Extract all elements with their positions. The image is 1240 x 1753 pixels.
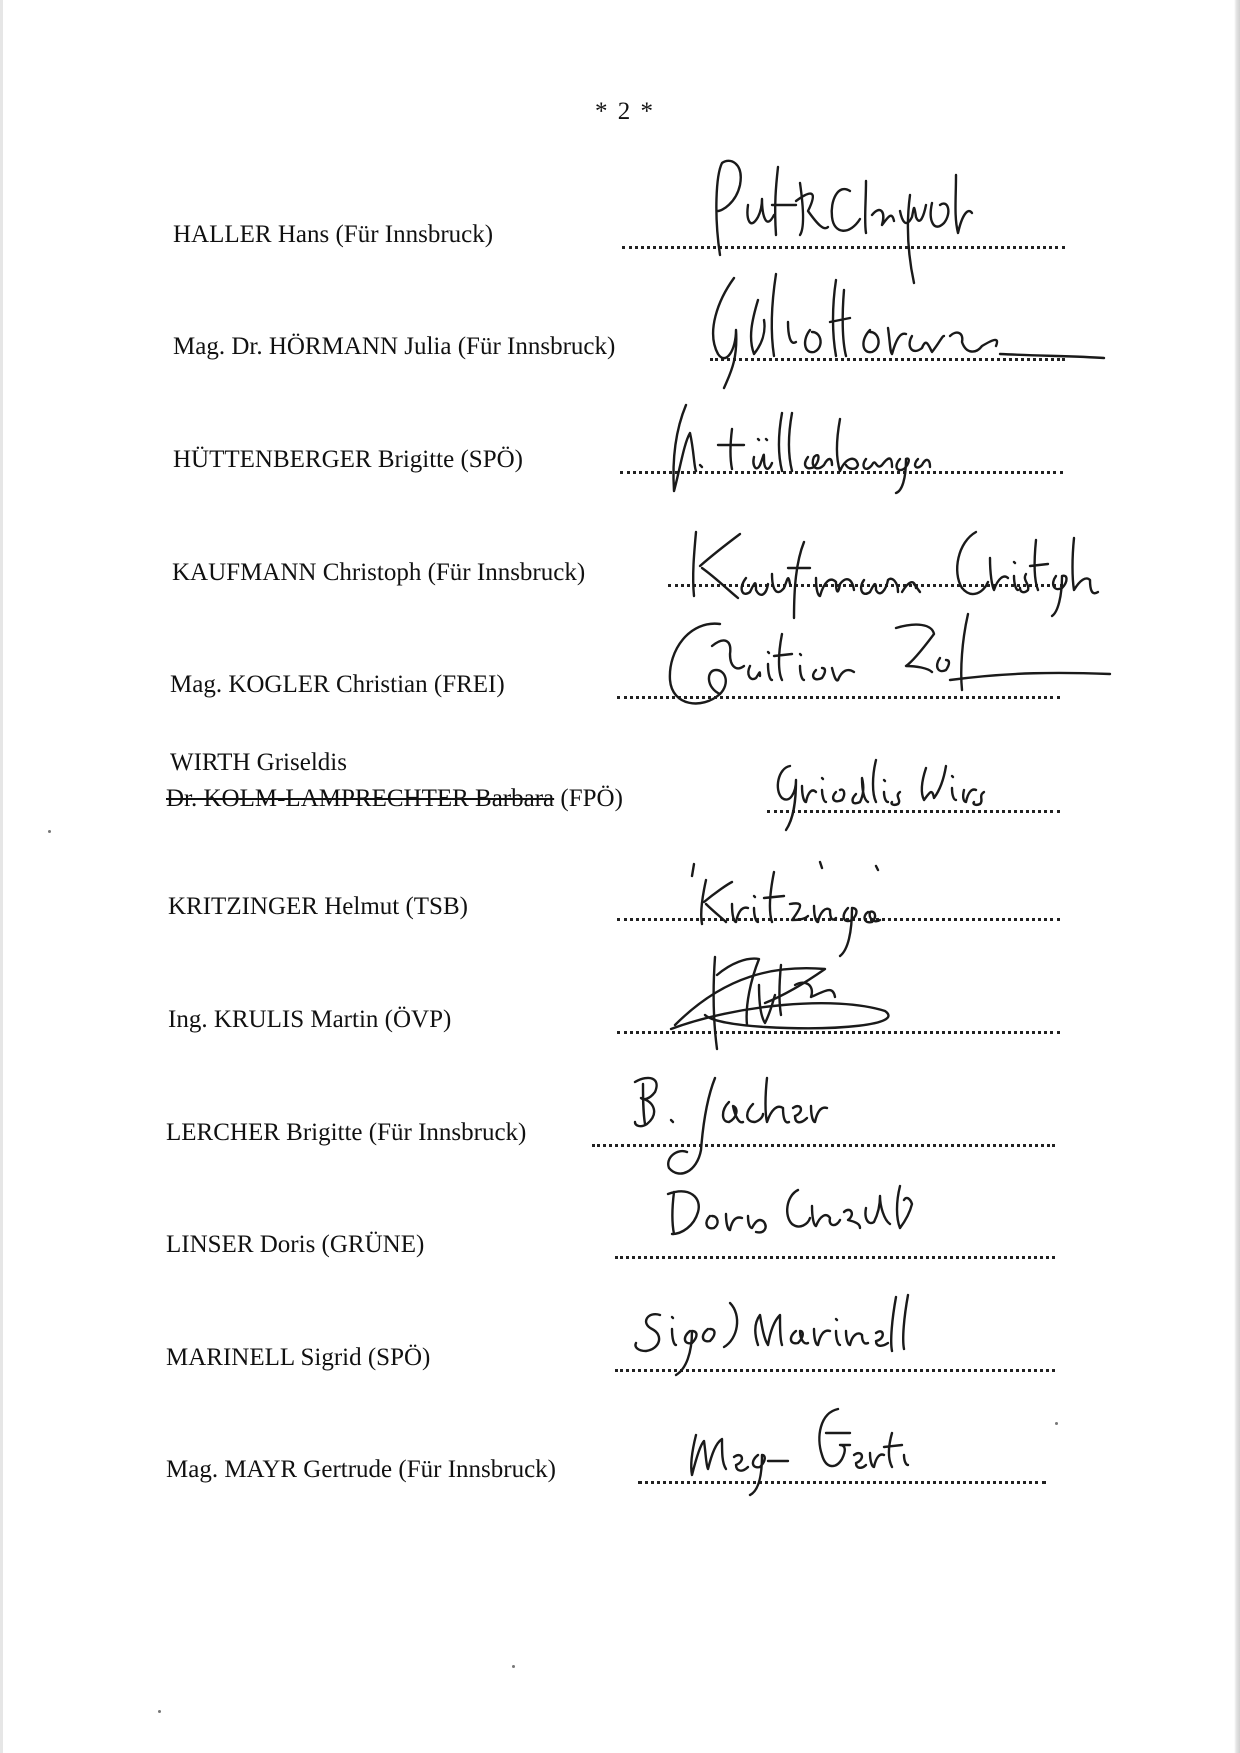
signatory-name: HALLER Hans (Für Innsbruck) — [173, 221, 494, 248]
signature-image — [676, 518, 1106, 618]
page-number: * 2 * — [595, 98, 655, 125]
signature-row — [0, 1313, 1240, 1373]
signature-image — [625, 1068, 865, 1188]
signature-row — [0, 640, 1240, 700]
signature-row — [0, 862, 1240, 922]
signatory-name-line2 — [166, 784, 623, 814]
signatory-name: Ing. KRULIS Martin (ÖVP) — [168, 1006, 452, 1033]
signatory-name: Mag. MAYR Gertrude (Für Innsbruck) — [166, 1456, 556, 1483]
signature-image — [700, 155, 1000, 285]
signature-row — [0, 740, 1240, 820]
scan-speck — [512, 1665, 515, 1668]
signatory-name: Mag. Dr. HÖRMANN Julia (Für Innsbruck) — [173, 333, 616, 360]
signature-row — [0, 1088, 1240, 1148]
signature-image — [660, 399, 980, 499]
signature-row — [0, 1425, 1240, 1485]
signatory-name: KRITZINGER Helmut (TSB) — [168, 893, 468, 920]
signature-image — [650, 610, 1110, 720]
signature-row — [0, 528, 1240, 588]
signature-row — [0, 975, 1240, 1035]
signature-row — [0, 415, 1240, 475]
signature-image — [670, 1403, 910, 1503]
signature-image — [620, 1289, 920, 1399]
party-label: (FPÖ) — [554, 785, 623, 812]
signatory-name: HÜTTENBERGER Brigitte (SPÖ) — [173, 446, 523, 473]
signatory-name-line1: WIRTH Griseldis — [170, 749, 347, 776]
scan-speck — [1055, 1422, 1058, 1425]
signature-row — [0, 190, 1240, 250]
signatory-name: Mag. KOGLER Christian (FREI) — [170, 671, 505, 698]
struck-name: Dr. KOLM-LAMPRECHTER Barbara — [166, 785, 555, 812]
signatory-name: KAUFMANN Christoph (Für Innsbruck) — [172, 559, 586, 586]
signature-image — [760, 746, 1020, 836]
signature-row — [0, 302, 1240, 362]
signatory-name: LERCHER Brigitte (Für Innsbruck) — [166, 1119, 527, 1146]
signature-image — [660, 1176, 940, 1256]
signature-row — [0, 1200, 1240, 1260]
signatory-name: LINSER Doris (GRÜNE) — [166, 1231, 425, 1258]
scan-speck — [158, 1710, 161, 1713]
scan-speck — [48, 830, 51, 833]
signature-image — [700, 270, 1110, 390]
signature-image — [655, 945, 955, 1065]
signatory-name: MARINELL Sigrid (SPÖ) — [166, 1344, 431, 1371]
